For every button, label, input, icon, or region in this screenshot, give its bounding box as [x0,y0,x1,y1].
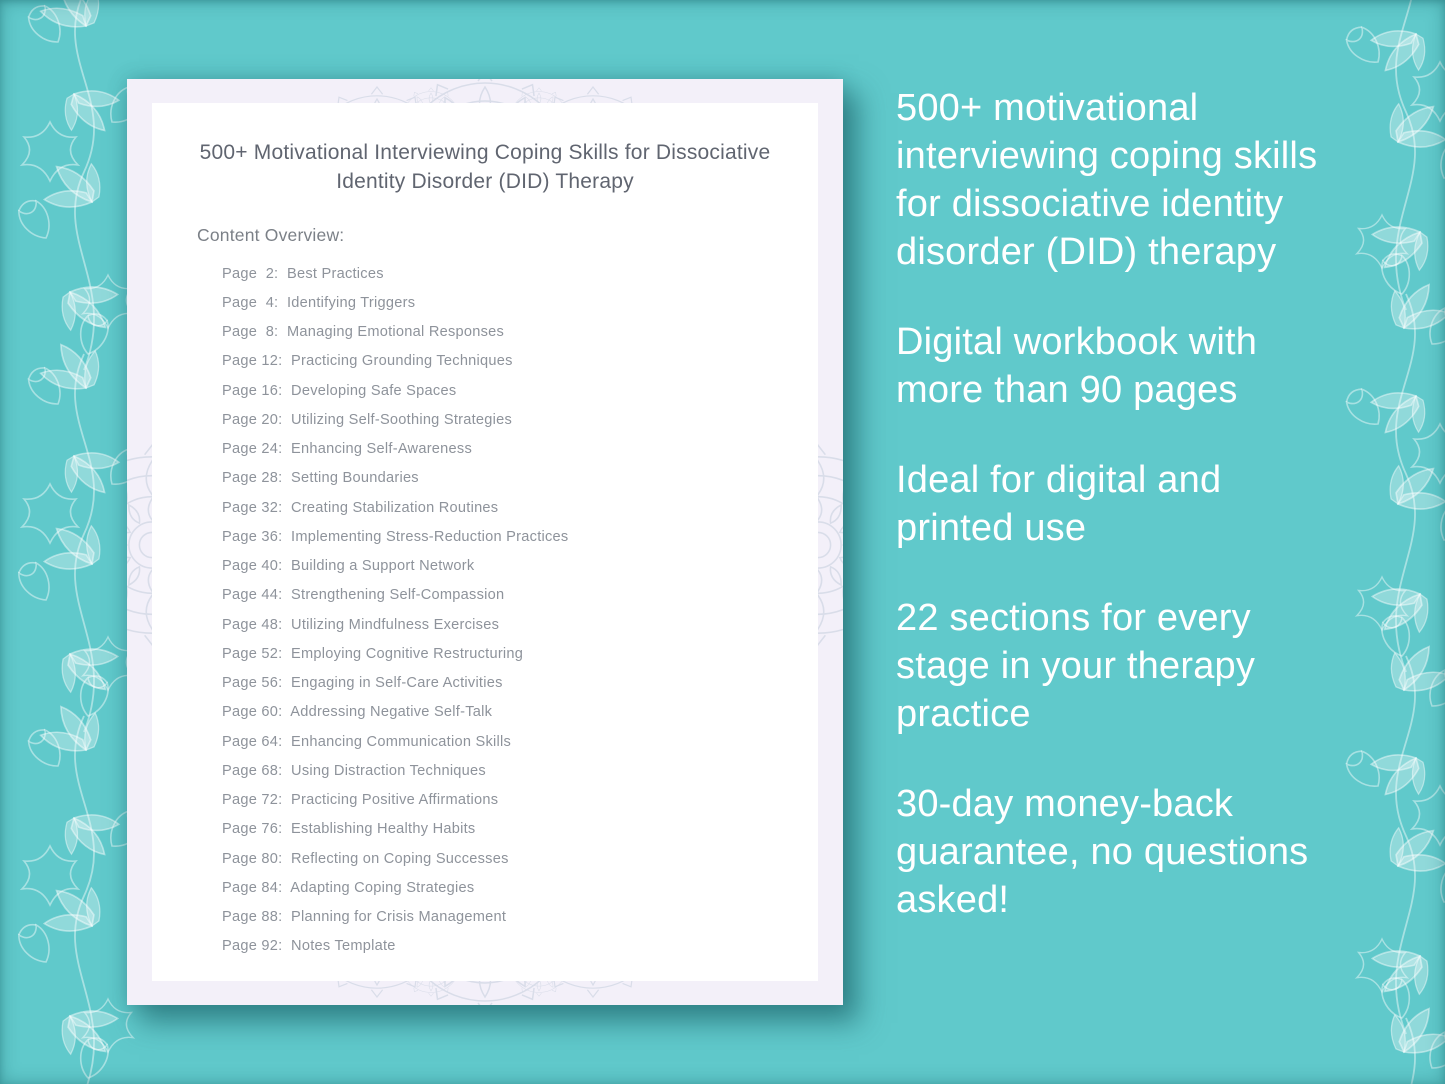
toc-item: Page 52: Employing Cognitive Restructuring [222,645,524,662]
toc-item: Page 2: Best Practices [222,265,384,282]
toc-item: Page 64: Enhancing Communication Skills [222,733,512,750]
toc-item: Page 76: Establishing Healthy Habits [222,821,476,838]
toc-item: Page 88: Planning for Crisis Management [222,909,507,926]
toc-item: Page 40: Building a Support Network [222,558,475,575]
toc-item: Page 48: Utilizing Mindfulness Exercises [222,616,500,633]
toc-item: Page 16: Developing Safe Spaces [222,382,457,399]
marketing-bullet: Ideal for digital and printed use [896,459,1222,549]
toc-item: Page 44: Strengthening Self-Compassion [222,587,505,604]
toc-item: Page 60: Addressing Negative Self-Talk [222,704,493,721]
marketing-bullet: 500+ motivational interviewing coping skills for dissociative identity disorder (DID) therapy [896,87,1318,273]
marketing-bullet: 22 sections for every stage in your therapy practice [896,597,1256,735]
content-overview-heading: Content Overview: [197,225,345,245]
document-title: 500+ Motivational Interviewing Coping Skills for Dissociative Identity Disorder (DID) Therapy [199,141,771,193]
toc-item: Page 72: Practicing Positive Affirmations [222,792,499,809]
toc-item: Page 56: Engaging in Self-Care Activities [222,675,503,692]
marketing-bullet: 30-day money-back guarantee, no questions asked! [896,783,1309,921]
toc-item: Page 92: Notes Template [222,938,396,955]
toc-item: Page 24: Enhancing Self-Awareness [222,441,472,458]
toc-item: Page 4: Identifying Triggers [222,294,416,311]
toc-item: Page 20: Utilizing Self-Soothing Strategies [222,411,513,428]
toc-item: Page 68: Using Distraction Techniques [222,762,486,779]
toc-item: Page 84: Adapting Coping Strategies [222,879,475,896]
toc-item: Page 32: Creating Stabilization Routines [222,499,499,516]
toc-item: Page 28: Setting Boundaries [222,470,419,487]
toc-item: Page 36: Implementing Stress-Reduction Practices [222,528,569,545]
marketing-copy [896,84,1320,966]
marketing-bullet: Digital workbook with more than 90 pages [896,321,1258,411]
toc-item: Page 12: Practicing Grounding Techniques [222,353,513,370]
document-page [152,103,818,981]
toc-item: Page 8: Managing Emotional Responses [222,324,505,341]
document-preview-card [127,79,843,1005]
toc-list [222,259,818,961]
toc-item: Page 80: Reflecting on Coping Successes [222,850,509,867]
